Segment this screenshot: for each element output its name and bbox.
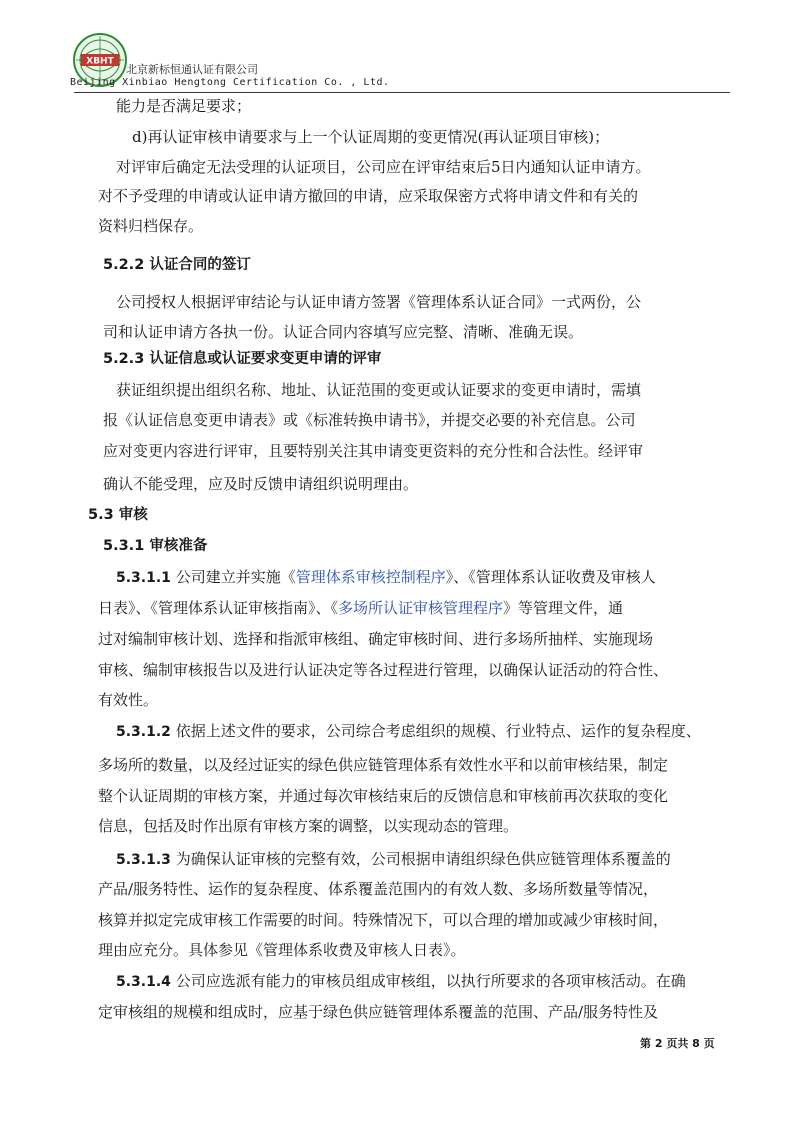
page-number: 第 2 页共 8 页 xyxy=(640,1037,715,1050)
body-line: 获证组织提出组织名称、地址、认证范围的变更或认证要求的变更申请时，需填 xyxy=(116,381,642,399)
body-line: 理由应充分。具体参见《管理体系收费及审核人日表》。 xyxy=(98,941,466,959)
body-line: 对评审后确定无法受理的认证项目，公司应在评审结束后5日内通知认证申请方。 xyxy=(116,158,651,176)
paragraph-5-3-1-3 xyxy=(116,849,671,870)
body-line: 定审核组的规模和组成时，应基于绿色供应链管理体系覆盖的范围、产品/服务特性及 xyxy=(98,1003,659,1021)
body-text: 日表》、《管理体系认证审核指南》、《 xyxy=(98,599,339,617)
body-text: 》、《管理体系认证收费及审核人 xyxy=(445,568,656,586)
company-name-cn: 北京新标恒通认证有限公司 xyxy=(126,63,258,76)
body-line: 整个认证周期的审核方案，并通过每次审核结束后的反馈信息和审核前再次获取的变化 xyxy=(98,787,669,805)
header-divider xyxy=(74,92,730,93)
body-line: 核算并拟定完成审核工作需要的时间。特殊情况下，可以合理的增加或减少审核时间， xyxy=(98,911,669,929)
section-heading-5-2-3: 5.2.3 认证信息或认证要求变更申请的评审 xyxy=(103,351,382,367)
body-text: 为确保认证审核的完整有效，公司根据申请组织绿色供应链管理体系覆盖的 xyxy=(175,850,671,868)
paragraph-5-3-1-4 xyxy=(116,971,686,992)
clause-number: 5.3.1.2 xyxy=(116,724,171,740)
body-line: 确认不能受理，应及时反馈申请组织说明理由。 xyxy=(103,475,419,493)
clause-number: 5.3.1.1 xyxy=(116,570,171,586)
body-line: 司和认证申请方各执一份。认证合同内容填写应完整、清晰、准确无误。 xyxy=(103,323,584,341)
document-link[interactable]: 管理体系审核控制程序 xyxy=(295,568,446,586)
body-line: 对不予受理的申请或认证申请方撤回的申请，应采取保密方式将申请文件和有关的 xyxy=(98,187,639,205)
section-heading-5-3-1: 5.3.1 审核准备 xyxy=(103,538,208,554)
document-link[interactable]: 多场所认证审核管理程序 xyxy=(338,599,504,617)
body-line: 公司授权人根据评审结论与认证申请方签署《管理体系认证合同》一式两份，公 xyxy=(116,293,642,311)
clause-number: 5.3.1.4 xyxy=(116,974,171,990)
body-line: 信息，包括及时作出原有审核方案的调整，以实现动态的管理。 xyxy=(98,817,519,835)
body-text: 公司建立并实施《 xyxy=(175,568,296,586)
body-line: 多场所的数量，以及经过证实的绿色供应链管理体系有效性水平和以前审核结果，制定 xyxy=(98,756,669,774)
section-heading-5-3: 5.3 审核 xyxy=(88,507,148,523)
paragraph-5-3-1-1 xyxy=(116,567,656,588)
body-line xyxy=(98,598,623,618)
body-text: 公司应选派有能力的审核员组成审核组，以执行所要求的各项审核活动。在确 xyxy=(175,972,686,990)
body-text: 》等管理文件，通 xyxy=(503,599,624,617)
section-heading-5-2-2: 5.2.2 认证合同的签订 xyxy=(103,257,251,273)
clause-number: 5.3.1.3 xyxy=(116,852,171,868)
paragraph-5-3-1-2 xyxy=(116,721,701,742)
body-line: 审核、编制审核报告以及进行认证决定等各过程进行管理，以确保认证活动的符合性、 xyxy=(98,661,669,679)
page-header xyxy=(60,28,736,92)
body-line: 产品/服务特性、运作的复杂程度、体系覆盖范围内的有效人数、多场所数量等情况， xyxy=(98,880,659,898)
body-line: 过对编制审核计划、选择和指派审核组、确定审核时间、进行多场所抽样、实施现场 xyxy=(98,630,654,648)
body-line: 资料归档保存。 xyxy=(98,217,204,235)
company-name-en: Beijing Xinbiao Hengtong Certification Co. , Ltd. xyxy=(70,77,390,88)
body-line: d)再认证审核申请要求与上一个认证周期的变更情况(再认证项目审核)； xyxy=(132,128,610,146)
body-line: 有效性。 xyxy=(98,691,159,709)
body-line: 报《认证信息变更申请表》或《标准转换申请书》，并提交必要的补充信息。公司 xyxy=(103,411,636,429)
body-text: 依据上述文件的要求，公司综合考虑组织的规模、行业特点、运作的复杂程度、 xyxy=(175,722,701,740)
body-line: 应对变更内容进行评审，且要特别关注其申请变更资料的充分性和合法性。经评审 xyxy=(103,442,644,460)
logo-text: XBHT xyxy=(86,56,114,67)
body-line: 能力是否满足要求； xyxy=(116,97,252,115)
